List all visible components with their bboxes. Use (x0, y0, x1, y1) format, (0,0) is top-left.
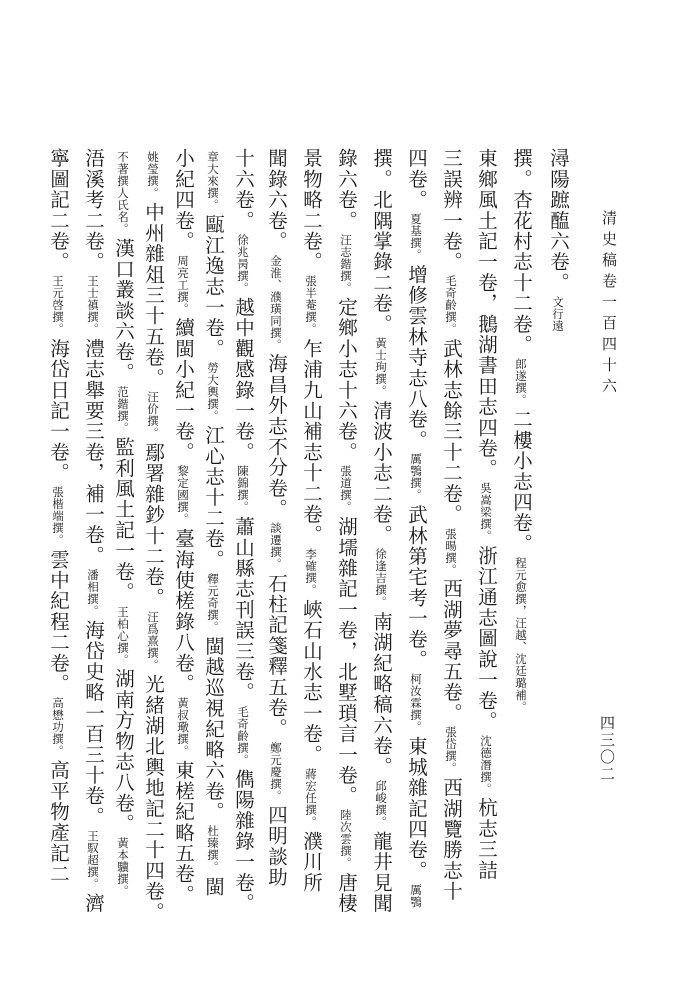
title-entry: 杭志三詰 (475, 797, 498, 881)
text-column (200, 148, 226, 988)
title-entry: 西湖夢尋五卷。 (440, 578, 463, 724)
title-entry: 二樓小志四卷。 (510, 409, 533, 554)
title-entry: 東槎紀略五卷。 (172, 760, 195, 905)
author-note: 陸次雲撰。 (339, 809, 353, 870)
author-note: 陳錦撰。 (236, 465, 250, 514)
title-entry: 續閩小紀一卷。 (172, 317, 195, 463)
text-column (403, 148, 429, 988)
author-note: 徐逢吉撰。 (374, 548, 388, 609)
author-note: 黎定國撰。 (176, 465, 190, 526)
title-entry: 甌江逸志一卷。 (202, 214, 225, 359)
author-note: 張楷端撰。 (51, 486, 65, 547)
title-entry: 浙江通志圖說一卷。 (475, 545, 498, 732)
title-entry: 浯溪考二卷。 (82, 148, 105, 273)
author-note: 汪爲熹撰。 (146, 610, 160, 671)
title-entry: 撰。 (510, 148, 533, 190)
author-note: 張岱撰。 (444, 726, 458, 775)
title-entry: 中州雜俎三十五卷。 (142, 202, 165, 389)
title-entry: 北隅掌錄二卷。 (370, 189, 393, 335)
title-entry: 澧志舉要三卷，補一卷。 (82, 338, 105, 566)
title-entry: 潯陽蹠醢六卷。 (547, 148, 570, 293)
title-entry: 武林志餘三十二卷。 (440, 338, 463, 525)
author-note: 不著撰人氏名。 (116, 151, 130, 235)
author-note: 范鍇撰。 (116, 385, 130, 434)
text-column (333, 148, 359, 988)
text-column (545, 148, 571, 988)
author-note: 張半菴撰。 (304, 275, 318, 336)
title-entry: 撰。 (370, 148, 393, 190)
title-entry: 越中觀感錄一卷。 (232, 296, 255, 463)
author-note: 厲鶚撰。 (409, 453, 423, 502)
author-note: 張暘撰。 (444, 527, 458, 576)
author-note: 高懋功撰。 (51, 697, 65, 758)
text-column (140, 148, 166, 988)
author-note: 章大來撰。 (206, 151, 220, 211)
title-entry: 景物略二卷。 (300, 148, 323, 273)
title-entry: 雲中紀程二卷。 (47, 549, 70, 695)
author-note: 黃本驥撰。 (116, 837, 130, 898)
title-entry: 鄢署雜鈔十二卷。 (142, 442, 165, 608)
author-note: 吳嵩梁撰。 (479, 482, 493, 543)
text-column (45, 148, 71, 988)
title-entry: 四明談助 (265, 804, 288, 888)
author-note: 張道撰。 (339, 465, 353, 514)
author-note: 文行遠 (551, 295, 565, 332)
title-entry: 蕭山縣志刊誤三卷。 (232, 516, 255, 703)
title-entry: 四卷。 (405, 148, 428, 211)
text-column (298, 148, 324, 988)
title-entry: 聞錄六卷。 (265, 148, 288, 252)
title-entry: 清波小志二卷。 (370, 400, 393, 546)
author-note: 王柏心撰。 (116, 605, 130, 666)
author-note: 毛奇齡撰。 (236, 705, 250, 766)
author-note: 鄭元慶撰。 (269, 741, 283, 802)
running-header: 清史稿卷一百四十六 (600, 210, 618, 399)
author-note: 黃叔璥撰。 (176, 697, 190, 758)
title-entry: 海岱日記一卷。 (47, 338, 70, 484)
author-note: 沈德潛撰。 (479, 734, 493, 795)
title-entry: 峽石山水志一卷。 (300, 599, 323, 765)
title-entry: 濟 (82, 892, 105, 914)
text-column (438, 148, 464, 988)
author-note: 談遷撰。 (269, 522, 283, 571)
title-entry: 海昌外志不分卷。 (265, 353, 288, 520)
title-entry: 十六卷。 (232, 148, 255, 231)
author-note: 汪价撰。 (146, 391, 160, 440)
title-entry: 閩越巡視紀略六卷。 (202, 635, 225, 823)
author-note: 蔣宏任撰。 (304, 767, 318, 828)
author-note: 邱峻撰。 (374, 779, 388, 828)
title-entry: 小紀四卷。 (172, 148, 195, 252)
text-column (473, 148, 499, 988)
title-entry: 監利風土記一卷。 (112, 436, 135, 603)
author-note: 汪志鍇撰。 (339, 233, 353, 294)
author-note: 王馭超撰。 (86, 829, 100, 890)
author-note: 柯汝霖撰。 (409, 673, 423, 734)
title-entry: 儁陽雜錄一卷。 (232, 768, 255, 914)
author-note: 毛奇齡撰。 (444, 275, 458, 336)
title-entry: 定鄉小志十六卷。 (335, 296, 358, 463)
author-note: 王元啓撰。 (51, 275, 65, 336)
title-entry: 湖壖雜記一卷，北墅瑣言一卷。 (335, 516, 358, 807)
page-number: 四三〇二 (598, 715, 616, 783)
title-entry: 江心志十二卷。 (202, 424, 225, 570)
text-column (80, 148, 106, 988)
author-note: 周亮工撰。 (176, 254, 190, 315)
author-note: 潘相撰。 (86, 568, 100, 617)
author-note: 徐兆昺撰。 (236, 233, 250, 294)
author-note: 姚瑩撰。 (146, 151, 160, 199)
author-note: 金淮、濮璜同撰。 (269, 254, 283, 351)
author-note: 郎遂撰。 (514, 358, 528, 407)
author-note: 李確撰。 (304, 548, 318, 597)
title-entry: 杏花村志十二卷。 (510, 189, 533, 356)
text-column (263, 148, 289, 988)
title-entry: 臺海使槎錄八卷。 (172, 528, 195, 695)
text-column (368, 148, 394, 988)
title-entry: 乍浦九山補志十二卷。 (300, 338, 323, 546)
title-entry: 閩 (202, 876, 225, 897)
author-note: 釋元奇撰。 (206, 572, 220, 633)
text-column (110, 148, 136, 988)
author-note: 黃士珣撰。 (374, 337, 388, 398)
title-entry: 寧圖記二卷。 (47, 148, 70, 273)
title-entry: 高平物產記二 (47, 760, 70, 885)
text-column (170, 148, 196, 988)
title-entry: 石柱記箋釋五卷。 (265, 573, 288, 739)
author-note: 程元愈撰，汪越、沈廷璐補。 (514, 556, 528, 713)
title-entry: 增修雲林寺志八卷。 (405, 264, 428, 451)
text-column (230, 148, 256, 988)
author-note: 夏基撰。 (409, 213, 423, 262)
title-entry: 三誤辨一卷。 (440, 148, 463, 273)
title-entry: 龍井見聞 (370, 830, 393, 914)
title-entry: 唐棲 (335, 872, 358, 914)
author-note: 勞大輿撰。 (206, 361, 220, 422)
title-entry: 湖南方物志八卷。 (112, 668, 135, 835)
title-entry: 東鄉風土記一卷，鵝湖書田志四卷。 (475, 148, 498, 480)
title-entry: 海岱史略一百三十卷。 (82, 619, 105, 827)
title-entry: 南湖紀略稿六卷。 (370, 611, 393, 777)
title-entry: 西湖覽勝志十 (440, 777, 463, 902)
title-entry: 東城雜記四卷。 (405, 736, 428, 881)
title-entry: 光緒湖北輿地記二十四卷。 (142, 673, 165, 923)
title-entry: 錄六卷。 (335, 148, 358, 231)
text-column (508, 148, 534, 988)
title-entry: 濮川所 (300, 830, 323, 893)
author-note: 厲鶚 (409, 883, 423, 908)
author-note: 杜臻撰。 (206, 825, 220, 874)
author-note: 王士禛撰。 (86, 275, 100, 336)
title-entry: 漢口叢談六卷。 (112, 238, 135, 383)
title-entry: 武林第宅考一卷。 (405, 504, 428, 671)
